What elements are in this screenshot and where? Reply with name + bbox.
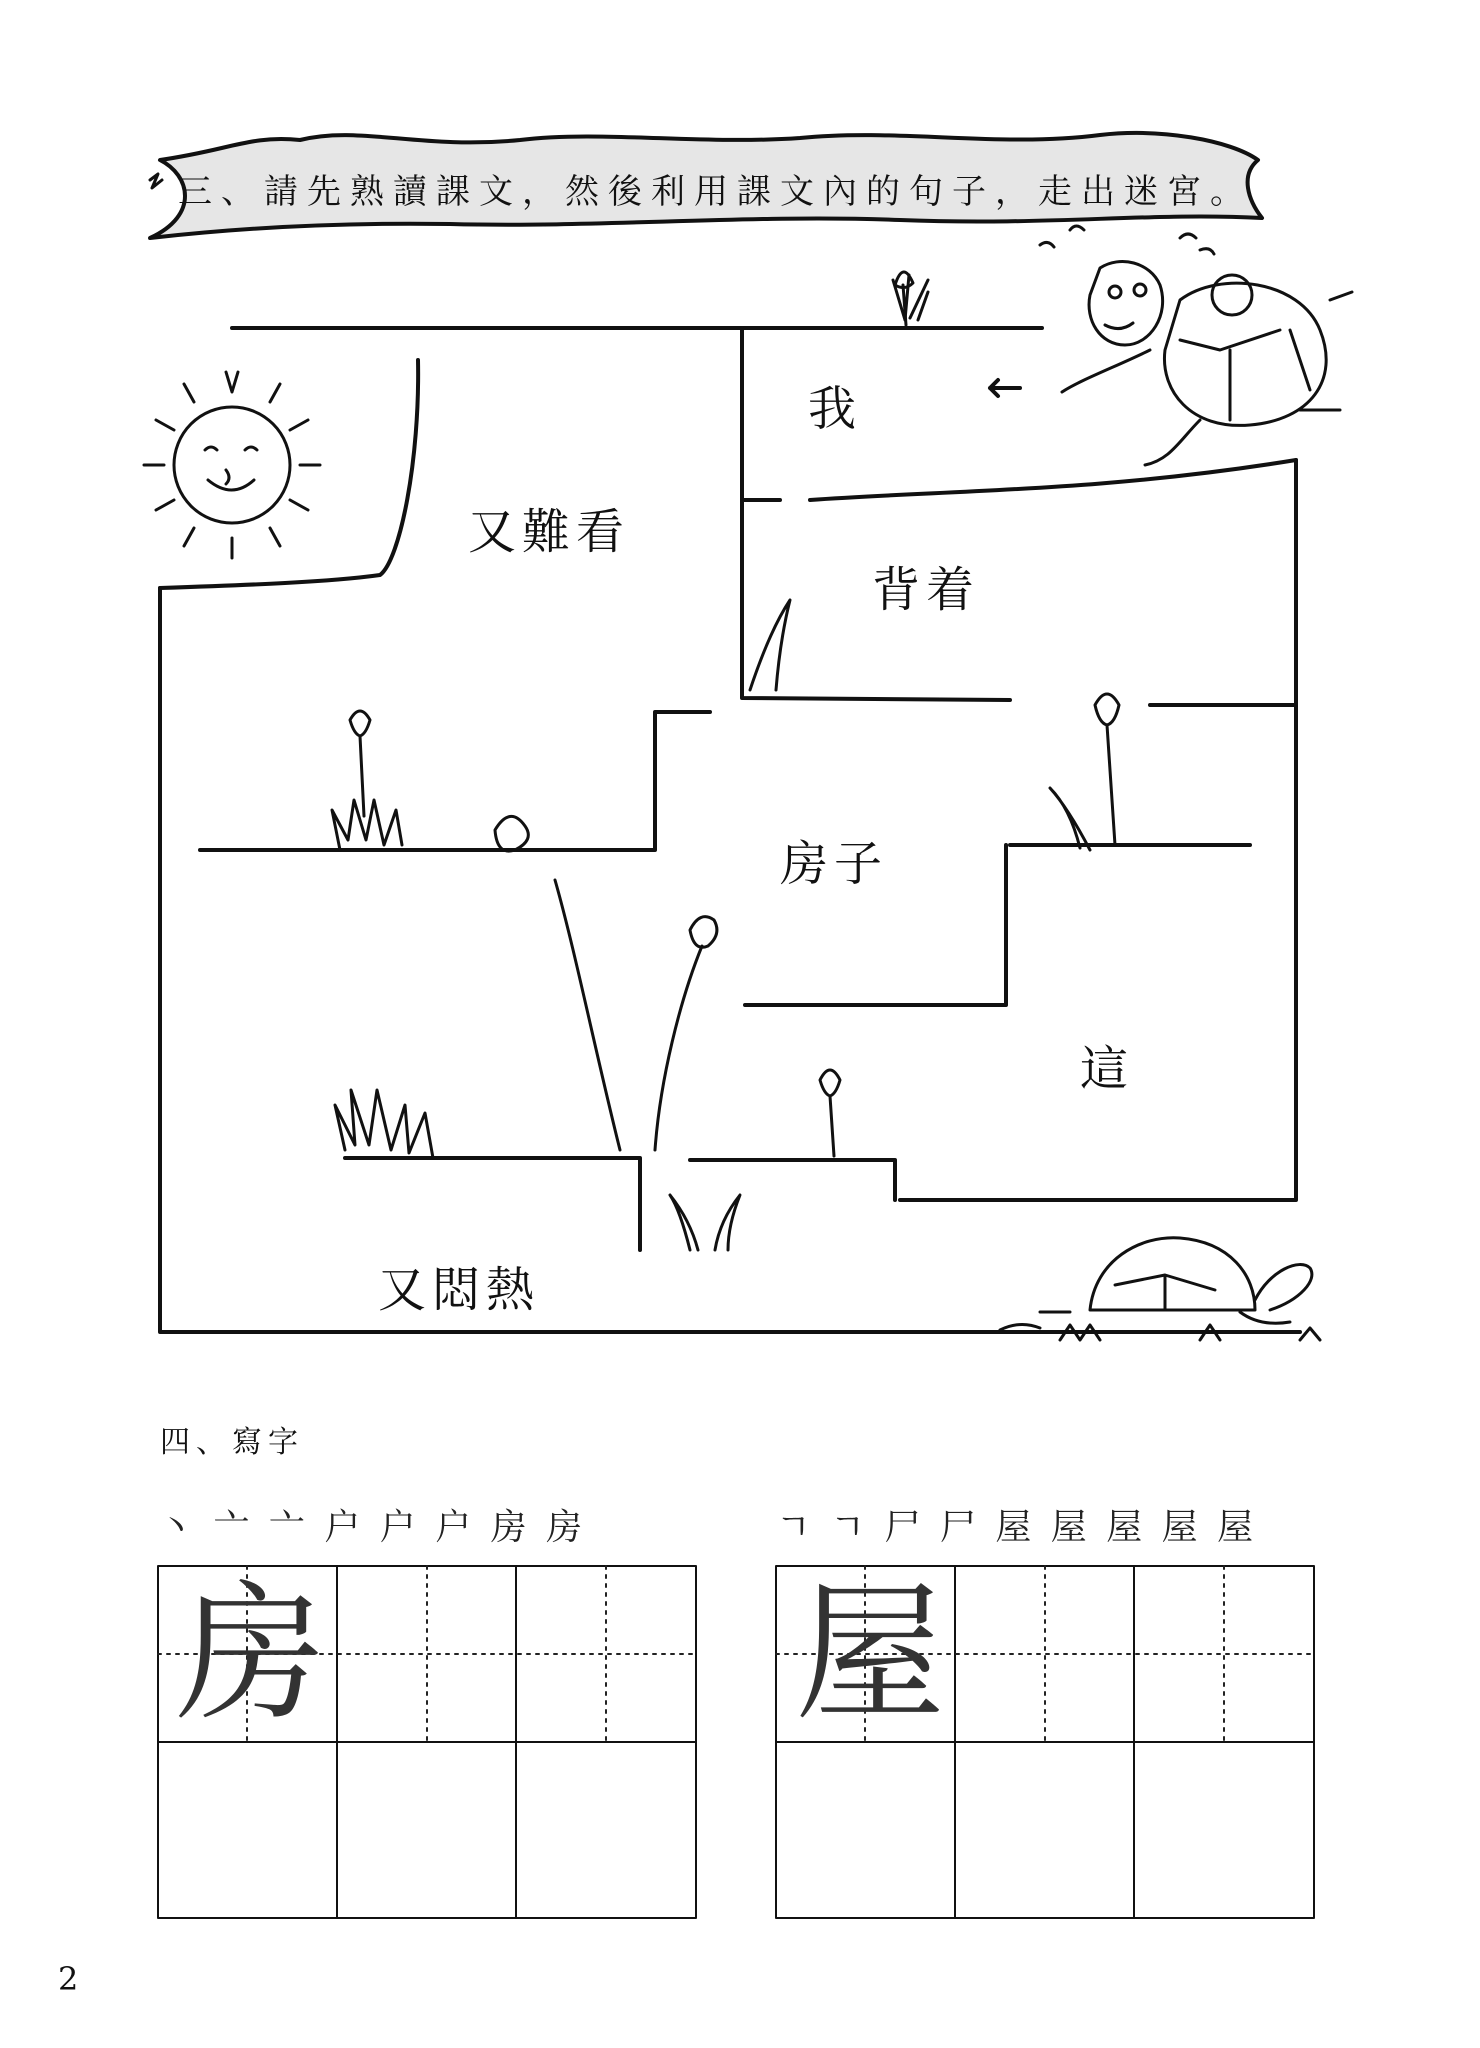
- maze-word-wo: 我: [808, 381, 863, 437]
- grass-and-flowers: [332, 272, 1119, 1250]
- maze-word-you-men-re: 又悶熱: [378, 1262, 541, 1318]
- maze-left-wall: [160, 588, 1300, 1332]
- stroke-order-fang: 丶 亠 亠 户 户 户 房 房: [158, 1507, 587, 1548]
- model-character-fang: 房: [176, 1568, 327, 1742]
- maze-word-fang-zi: 房子: [780, 836, 889, 892]
- maze-word-you-nan-kan: 又難看: [468, 504, 631, 560]
- stroke-order-wu: ㄱ ㄱ 尸 尸 屋 屋 屋 屋 屋: [776, 1507, 1258, 1548]
- maze-word-bei-zhe: 背着: [872, 562, 981, 618]
- turtle-top-drawing: [1040, 226, 1352, 465]
- page-number: 2: [58, 1960, 79, 1998]
- maze-word-zhe: 這: [1080, 1041, 1135, 1097]
- arrow-left-icon: [990, 380, 1020, 396]
- model-character-wu: 屋: [795, 1568, 946, 1742]
- sun-drawing: [144, 372, 320, 558]
- turtle-bottom-drawing: [1000, 1238, 1320, 1340]
- section3-instruction: 三、請先熟讀課文，然後利用課文內的句子，走出迷宮。: [178, 172, 1253, 212]
- section4-title: 四、寫字: [160, 1425, 304, 1460]
